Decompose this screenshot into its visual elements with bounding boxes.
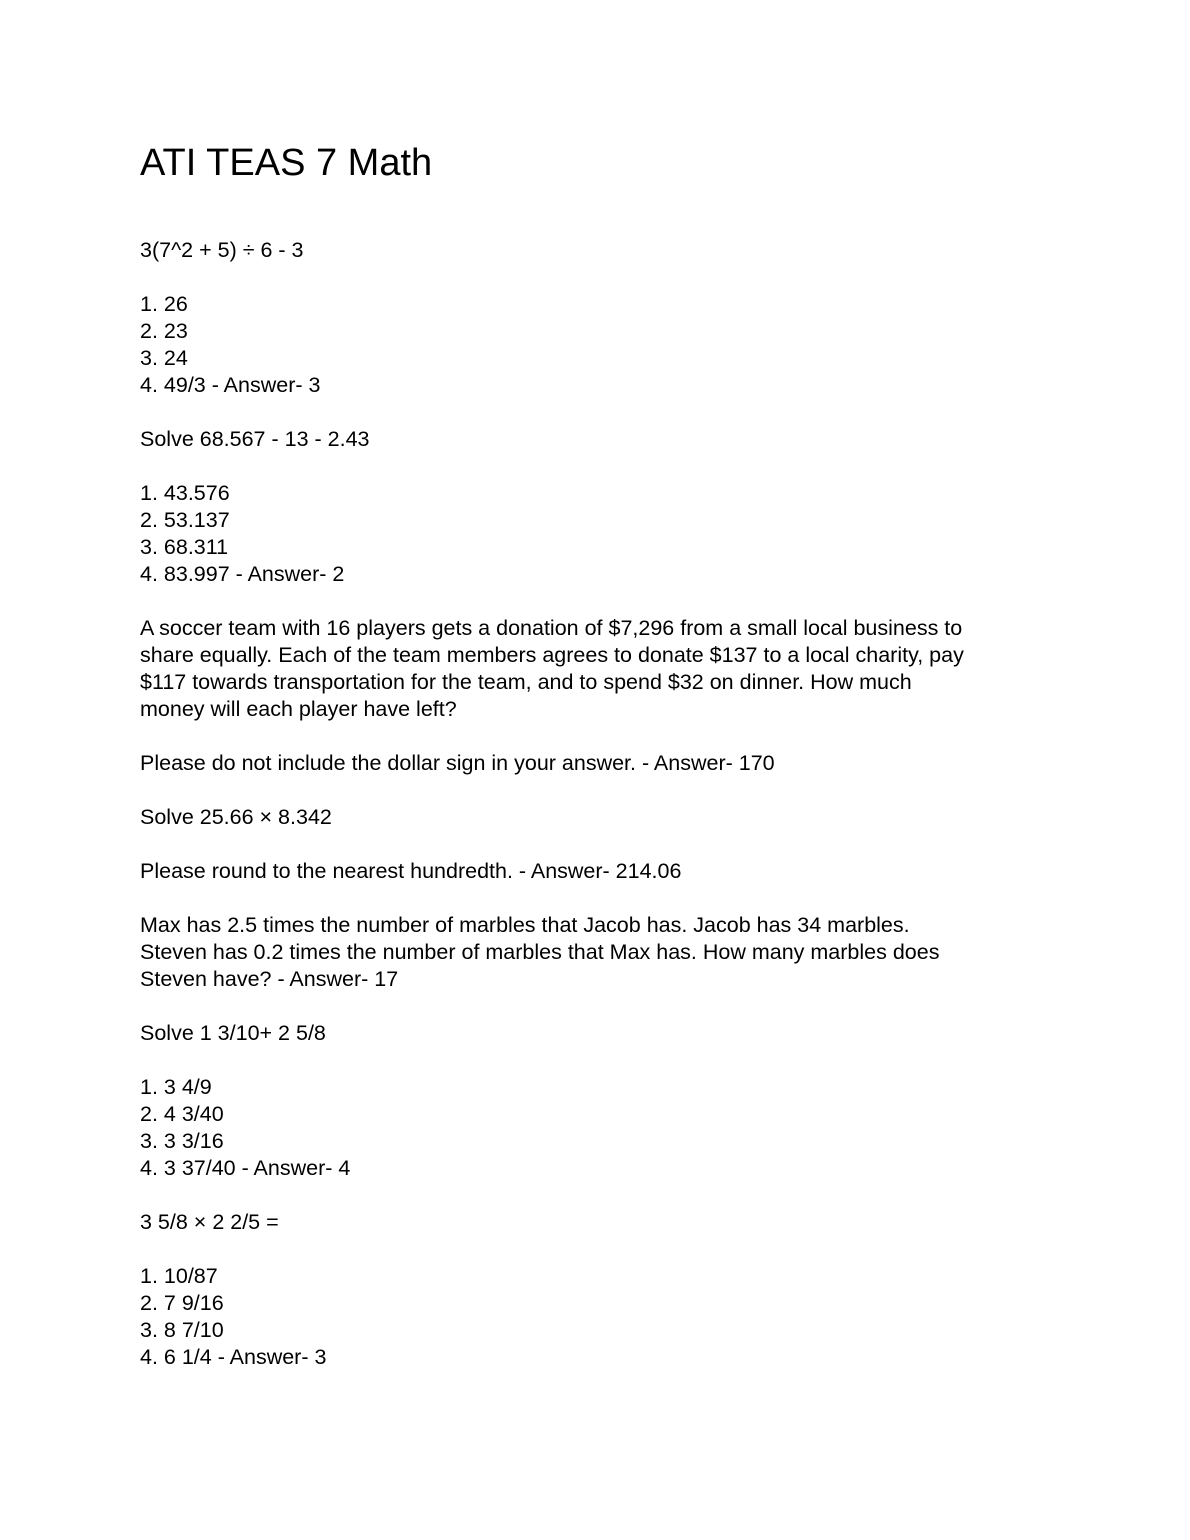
text-line: Steven has 0.2 times the number of marbles that Max has. How many marbles does — [140, 940, 940, 964]
text-line: A soccer team with 16 players gets a donation of $7,296 from a small local business to — [140, 616, 963, 640]
document-body — [140, 237, 1050, 1398]
text-line: 2. 53.137 — [140, 508, 230, 532]
text-line: 4. 3 37/40 - Answer- 4 — [140, 1156, 351, 1180]
text-line: Solve 1 3/10+ 2 5/8 — [140, 1021, 326, 1045]
text-line: 3(7^2 + 5) ÷ 6 - 3 — [140, 238, 304, 262]
text-block — [140, 237, 1050, 264]
text-block — [140, 804, 1050, 831]
text-block — [140, 1020, 1050, 1047]
text-line: 3 5/8 × 2 2/5 = — [140, 1210, 279, 1234]
text-block — [140, 426, 1050, 453]
text-line: Steven have? - Answer- 17 — [140, 967, 399, 991]
text-line: 4. 6 1/4 - Answer- 3 — [140, 1345, 327, 1369]
text-line: 1. 3 4/9 — [140, 1075, 212, 1099]
text-block — [140, 912, 1050, 993]
text-block — [140, 1074, 1050, 1182]
text-line: 2. 7 9/16 — [140, 1291, 224, 1315]
text-line: 4. 49/3 - Answer- 3 — [140, 373, 321, 397]
text-block — [140, 750, 1050, 777]
text-line: Solve 25.66 × 8.342 — [140, 805, 332, 829]
text-line: 3. 3 3/16 — [140, 1129, 224, 1153]
text-block — [140, 1209, 1050, 1236]
text-line: 1. 26 — [140, 292, 188, 316]
text-line: Max has 2.5 times the number of marbles that Jacob has. Jacob has 34 marbles. — [140, 913, 910, 937]
text-line: 1. 43.576 — [140, 481, 230, 505]
text-line: share equally. Each of the team members agrees to donate $137 to a local charity, pay — [140, 643, 964, 667]
text-block — [140, 1263, 1050, 1371]
text-line: Solve 68.567 - 13 - 2.43 — [140, 427, 370, 451]
text-line: 3. 24 — [140, 346, 188, 370]
text-block — [140, 858, 1050, 885]
text-line: 3. 8 7/10 — [140, 1318, 224, 1342]
text-line: Please round to the nearest hundredth. - Answer- 214.06 — [140, 859, 682, 883]
text-line: Please do not include the dollar sign in your answer. - Answer- 170 — [140, 751, 775, 775]
text-line: $117 towards transportation for the team, and to spend $32 on dinner. How much — [140, 670, 912, 694]
text-line: 2. 23 — [140, 319, 188, 343]
page-title: ATI TEAS 7 Math — [140, 142, 433, 184]
text-line: 1. 10/87 — [140, 1264, 218, 1288]
text-block — [140, 615, 1050, 723]
text-line: 2. 4 3/40 — [140, 1102, 224, 1126]
text-line: 3. 68.311 — [140, 535, 229, 559]
text-line: 4. 83.997 - Answer- 2 — [140, 562, 345, 586]
text-block — [140, 291, 1050, 399]
text-line: money will each player have left? — [140, 697, 457, 721]
text-block — [140, 480, 1050, 588]
